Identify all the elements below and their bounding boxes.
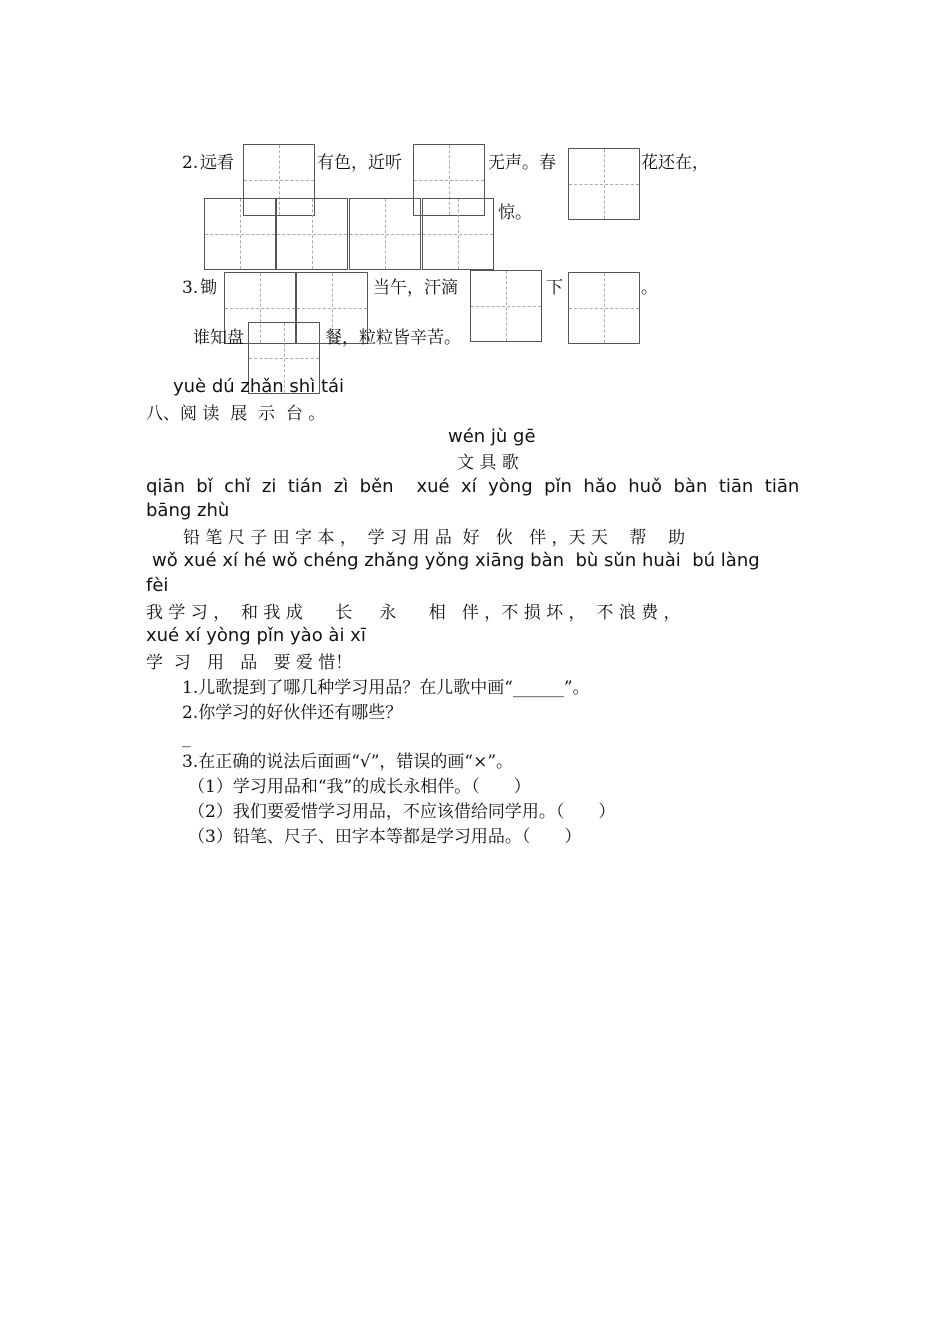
- q2-text-4: 花还在，: [641, 153, 709, 173]
- q3-number: 3.: [182, 278, 199, 298]
- writing-box[interactable]: [470, 270, 542, 342]
- writing-box[interactable]: [422, 198, 494, 270]
- poem-pinyin-3: xué xí yòng pǐn yào ài xī: [146, 625, 366, 646]
- writing-box[interactable]: [349, 198, 421, 270]
- poem-pinyin-1: qiān bǐ chǐ zi tián zì běn xué xí yòng pǐn hǎo huǒ bàn tiān tiān: [146, 476, 800, 497]
- q2-text-2: 有色，近听: [317, 153, 402, 173]
- poem-pinyin-1b: bāng zhù: [146, 500, 230, 521]
- q3-text-5: 谁知盘: [193, 328, 244, 348]
- writing-box[interactable]: [276, 198, 348, 270]
- writing-box[interactable]: [568, 148, 640, 220]
- q2-text-5: 惊。: [498, 203, 532, 223]
- q2-text-3: 无声。春: [488, 153, 556, 173]
- question-3-item: （1）学习用品和“我”的成长永相伴。（ ）: [188, 777, 531, 797]
- question-1: 1.儿歌提到了哪几种学习用品？在儿歌中画“______”。: [182, 678, 590, 698]
- poem-line-2: 我 学 习 ， 和 我 成 长 永 相 伴 ，不 损 坏 ， 不 浪 费 ，: [146, 603, 681, 623]
- q3-text-6: 餐，粒粒皆辛苦。: [325, 328, 461, 348]
- poem-title: 文 具 歌: [457, 453, 519, 473]
- answer-blank[interactable]: _: [182, 728, 191, 748]
- q3-text-2: 当午，汗滴: [373, 278, 458, 298]
- poem-line-3: 学 习 用 品 要 爱 惜！: [146, 653, 353, 673]
- question-3-item: （3）铅笔、尺子、田字本等都是学习用品。（ ）: [188, 827, 582, 847]
- poem-pinyin-2b: fèi: [146, 575, 169, 596]
- poem-line-1: 铅 笔 尺 子 田 字 本 ， 学 习 用 品 好 伙 伴 ，天 天 帮 助: [183, 528, 686, 548]
- q3-text-4: 。: [641, 278, 658, 298]
- q3-text-3: 下: [546, 278, 563, 298]
- poem-pinyin-2: wǒ xué xí hé wǒ chéng zhǎng yǒng xiāng bàn bù sǔn huài bú làng: [152, 550, 760, 571]
- q2-text-1: 远看: [200, 153, 234, 173]
- question-3-item: （2）我们要爱惜学习用品，不应该借给同学用。（ ）: [188, 802, 616, 822]
- writing-box[interactable]: [204, 198, 276, 270]
- section8-pinyin: yuè dú zhǎn shì tái: [173, 376, 345, 397]
- q2-number: 2.: [182, 153, 199, 173]
- question-3: 3.在正确的说法后面画“√”，错误的画“×”。: [182, 752, 514, 772]
- question-2: 2.你学习的好伙伴还有哪些？: [182, 703, 403, 723]
- q3-text-1: 锄: [200, 278, 217, 298]
- poem-title-pinyin: wén jù gē: [448, 426, 536, 447]
- writing-box[interactable]: [568, 272, 640, 344]
- section8-heading: 八、阅 读 展 示 台 。: [146, 404, 326, 424]
